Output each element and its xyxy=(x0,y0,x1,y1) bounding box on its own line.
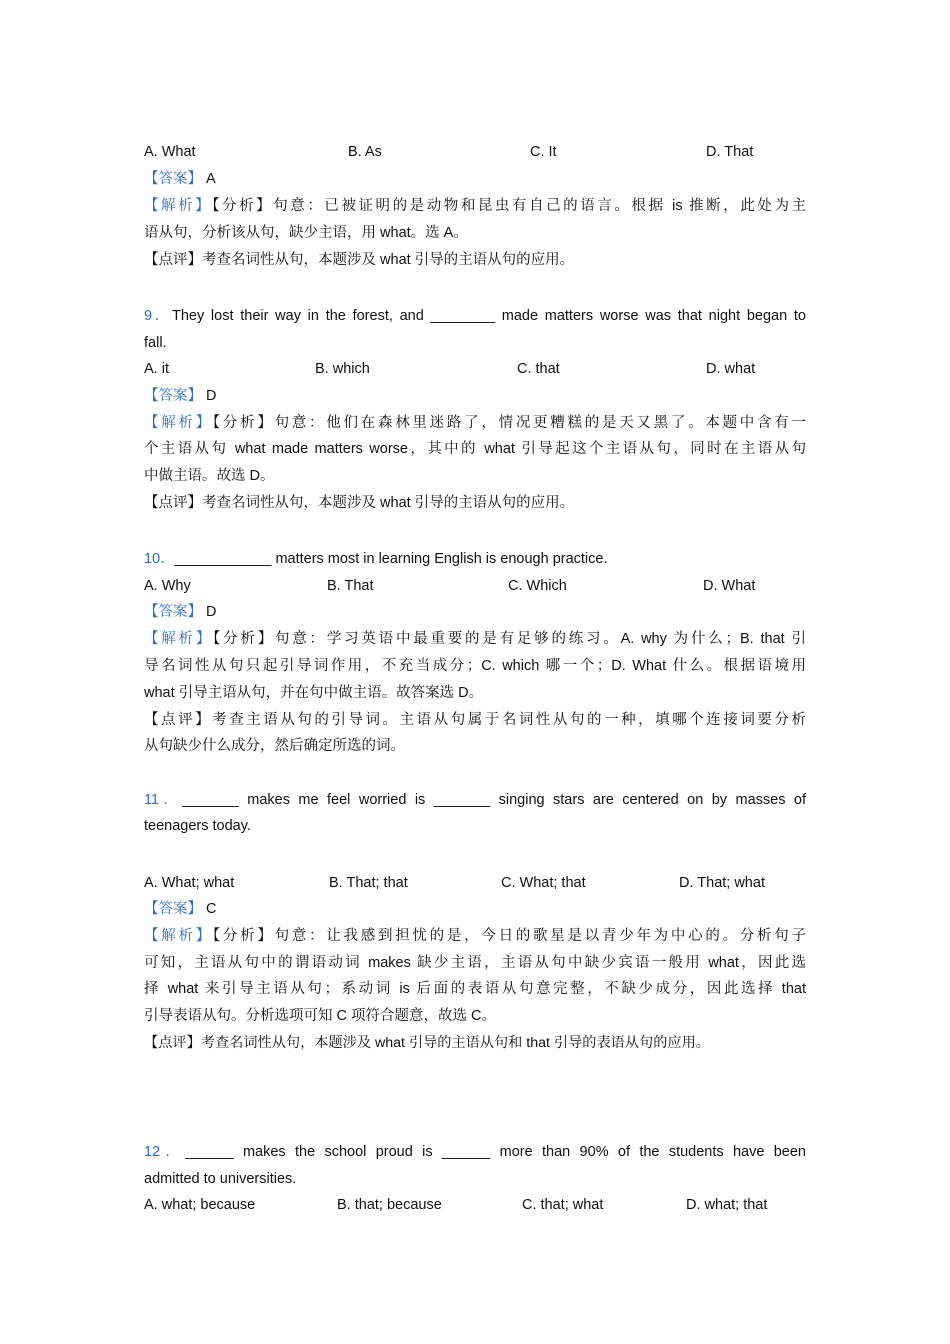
q9-analysis-line-2: 个主语从句 what made matters worse，其中的 what 引导起这个主语从句，同时在主语从句 xyxy=(144,441,806,457)
q9-stem-line-2: fall. xyxy=(144,335,167,351)
q12-options xyxy=(144,1195,806,1215)
q12-option-d: D. what; that xyxy=(686,1197,768,1213)
answer-tag: 【答案】 xyxy=(144,171,202,187)
q11-option-a: A. What; what xyxy=(144,875,235,891)
q12-number: 12． xyxy=(144,1144,186,1160)
q8-answer-line xyxy=(144,169,806,189)
q9-number: 9． xyxy=(144,308,172,324)
analysis-tag: 【解析】 xyxy=(144,415,213,431)
answer-tag: 【答案】 xyxy=(144,388,202,404)
analysis-tag: 【解析】 xyxy=(144,198,213,214)
q10-option-a: A. Why xyxy=(144,578,191,594)
q10-answer-line xyxy=(144,602,806,622)
q12-option-a: A. what; because xyxy=(144,1197,256,1213)
q12-stem-line-2: admitted to universities. xyxy=(144,1171,297,1187)
q12-stem-text-1: ______ makes the school proud is ______ more than 90% of the students have been xyxy=(185,1144,806,1160)
q8-option-d: D. That xyxy=(706,144,754,160)
q9-answer-line xyxy=(144,386,806,406)
analysis-tag: 【解析】 xyxy=(144,928,213,944)
q8-analysis-line-2: 语从句，分析该从句，缺少主语，用 what。选 A。 xyxy=(144,225,468,241)
q11-stem-text-1: _______ makes me feel worried is _______ singing stars are centered on by masses of xyxy=(182,792,806,808)
q12-option-c: C. that; what xyxy=(522,1197,604,1213)
q8-options xyxy=(144,142,806,162)
q9-analysis-line-3: 中做主语。故选 D。 xyxy=(144,468,275,484)
q11-analysis-line-2: 可知，主语从句中的谓语动词 makes 缺少主语，主语从句中缺少宾语一般用 what，因此选 xyxy=(144,955,806,971)
q8-option-c: C. It xyxy=(530,144,557,160)
q9-option-c: C. that xyxy=(517,361,560,377)
q11-option-c: C. What; that xyxy=(501,875,586,891)
q9-option-b: B. which xyxy=(315,361,370,377)
q9-stem-line-1 xyxy=(144,306,806,326)
q10-analysis-line-3: what 引导主语从句，并在句中做主语。故答案选 D。 xyxy=(144,685,484,701)
q9-stem-text-1: They lost their way in the forest, and ________ made matters worse was that night began to xyxy=(171,308,806,324)
q8-analysis-text-1: 【分析】句意：已被证明的是动物和昆虫有自己的语言。根据 is 推断，此处为主 xyxy=(212,198,807,214)
q8-answer: A xyxy=(206,171,216,187)
q11-analysis-line-1 xyxy=(144,926,806,946)
q10-option-c: C. Which xyxy=(508,578,567,594)
q10-analysis-line-2: 导名词性从句只起引导词作用，不充当成分；C. which 哪一个；D. What 什么。根据语境用 xyxy=(144,658,806,674)
q11-answer-line xyxy=(144,899,806,919)
answer-tag: 【答案】 xyxy=(144,901,202,917)
q11-options xyxy=(144,873,806,893)
q11-option-b: B. That; that xyxy=(329,875,408,891)
q9-answer: D xyxy=(206,388,217,404)
q8-option-a: A. What xyxy=(144,144,196,160)
q10-options xyxy=(144,576,806,596)
q10-stem-text-1: ____________ matters most in learning English is enough practice. xyxy=(174,551,608,567)
q9-option-a: A. it xyxy=(144,361,169,377)
q12-stem-line-1 xyxy=(144,1142,806,1162)
q10-option-b: B. That xyxy=(327,578,374,594)
q9-analysis-line-1 xyxy=(144,413,806,433)
q10-analysis-text-1: 【分析】句意：学习英语中最重要的是有足够的练习。A. why 为什么；B. that 引 xyxy=(213,631,807,647)
q9-comment: 【点评】考查名词性从句，本题涉及 what 引导的主语从句的应用。 xyxy=(144,495,575,511)
q11-analysis-line-4: 引导表语从句。分析选项可知 C 项符合题意，故选 C。 xyxy=(144,1008,497,1024)
q8-analysis-line-1 xyxy=(144,196,806,216)
q11-analysis-line-3: 择 what 来引导主语从句；系动词 is 后面的表语从句意完整，不缺少成分，因此选择 that xyxy=(144,981,806,997)
q11-analysis-text-1: 【分析】句意：让我感到担忧的是，今日的歌星是以青少年为中心的。分析句子 xyxy=(212,928,806,944)
q11-number: 11． xyxy=(144,792,183,808)
q11-answer: C xyxy=(206,901,217,917)
q8-option-b: B. As xyxy=(348,144,382,160)
q11-comment: 【点评】考查名词性从句，本题涉及 what 引导的主语从句和 that 引导的表语从句的应用。 xyxy=(144,1035,710,1051)
q11-stem-line-1 xyxy=(144,790,806,810)
q11-option-d: D. That; what xyxy=(679,875,765,891)
q10-comment-line-1: 【点评】考查主语从句的引导词。主语从句属于名词性从句的一种，填哪个连接词要分析 xyxy=(144,712,806,728)
q9-option-d: D. what xyxy=(706,361,756,377)
q9-options xyxy=(144,359,806,379)
q10-analysis-line-1 xyxy=(144,629,806,649)
q10-option-d: D. What xyxy=(703,578,756,594)
q10-stem-line-1 xyxy=(144,549,806,569)
q12-option-b: B. that; because xyxy=(337,1197,442,1213)
q8-comment: 【点评】考查名词性从句，本题涉及 what 引导的主语从句的应用。 xyxy=(144,252,575,268)
q9-analysis-text-1: 【分析】句意：他们在森林里迷路了，情况更糟糕的是天又黑了。本题中含有一 xyxy=(212,415,806,431)
analysis-tag: 【解析】 xyxy=(144,631,214,647)
q10-answer: D xyxy=(206,604,217,620)
q10-number: 10． xyxy=(144,551,175,567)
q10-comment-line-2: 从句缺少什么成分，然后确定所选的词。 xyxy=(144,738,405,754)
q11-stem-line-2: teenagers today. xyxy=(144,818,251,834)
answer-tag: 【答案】 xyxy=(144,604,202,620)
